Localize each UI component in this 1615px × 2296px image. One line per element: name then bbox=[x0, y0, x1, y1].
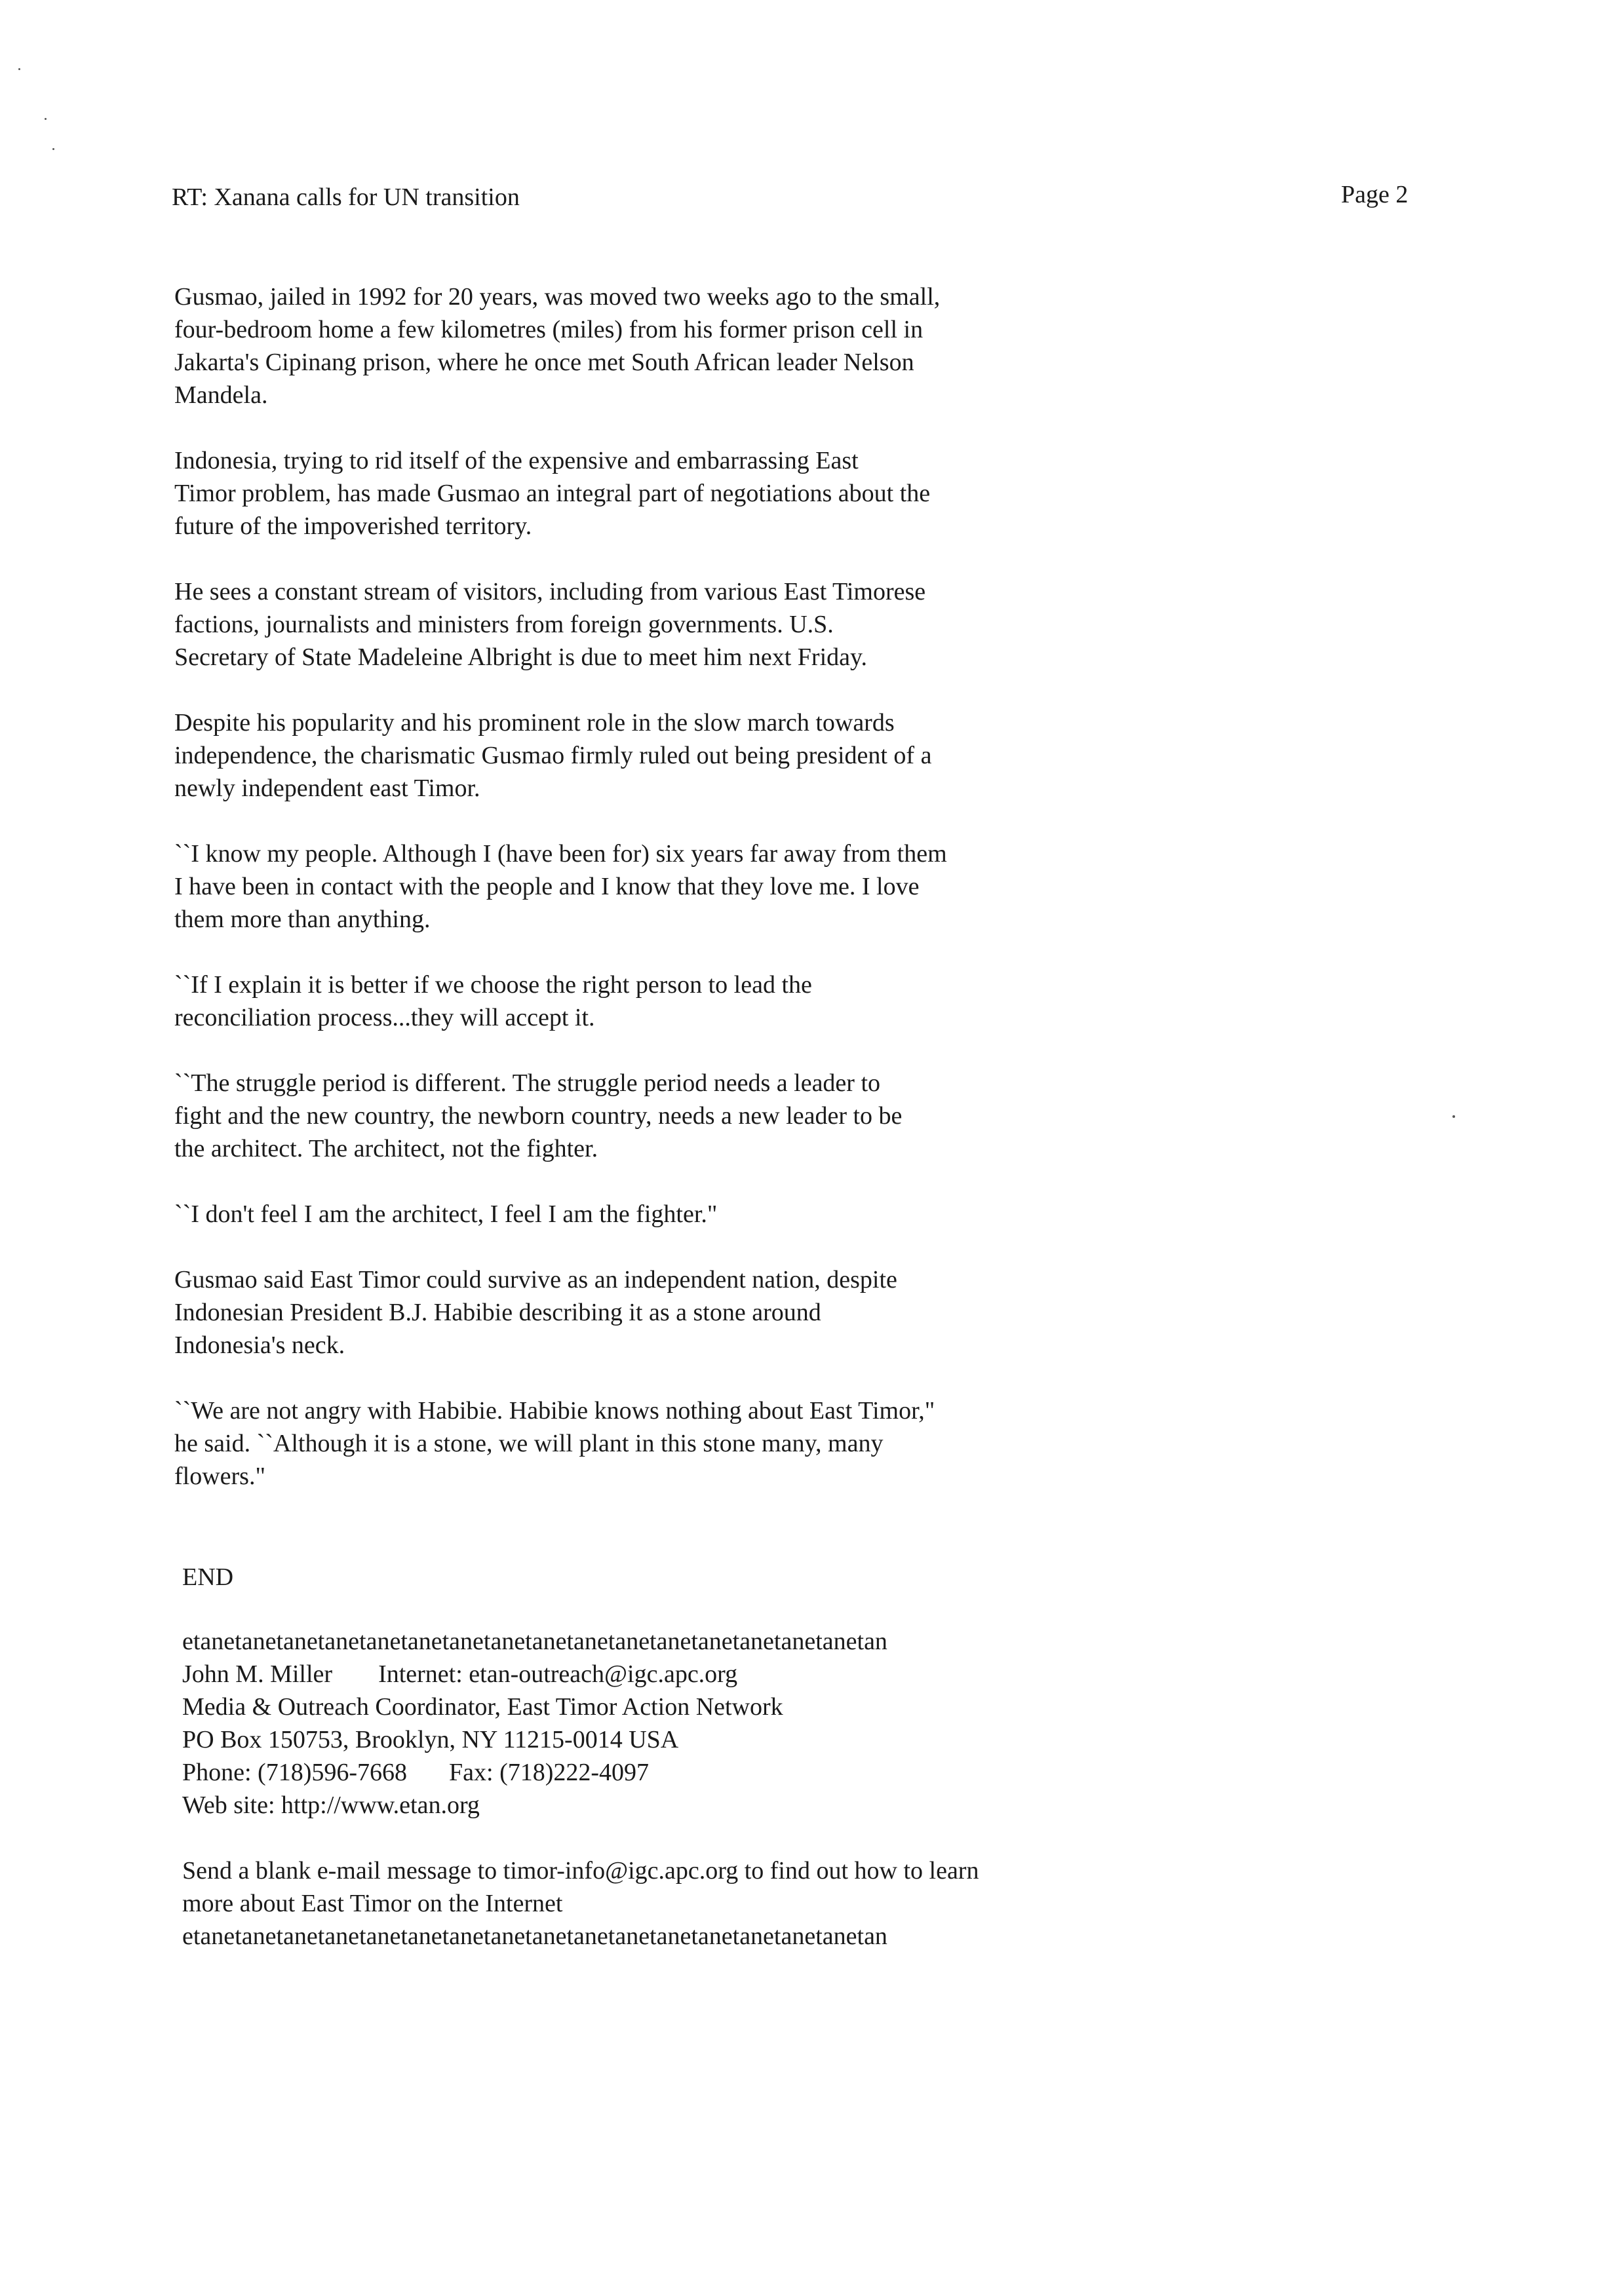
contact-role: Media & Outreach Coordinator, East Timor Action Network bbox=[182, 1693, 783, 1721]
contact-website: Web site: http://www.etan.org bbox=[182, 1791, 480, 1819]
separator-line: etanetanetanetanetanetanetanetanetanetanetanetanetanetanetanetanetan bbox=[182, 1628, 887, 1655]
paragraph-8 bbox=[174, 1198, 1092, 1231]
text-line: ``I don't feel I am the architect, I feel I am the fighter." bbox=[174, 1200, 718, 1228]
paragraph-2 bbox=[174, 444, 1092, 543]
contact-fax: Fax: (718)222-4097 bbox=[449, 1759, 650, 1786]
text-line: Indonesia, trying to rid itself of the expensive and embarrassing East bbox=[174, 447, 859, 474]
paragraph-1 bbox=[174, 280, 1092, 411]
signature-block bbox=[182, 1625, 1165, 1953]
text-line: Jakarta's Cipinang prison, where he once met South African leader Nelson bbox=[174, 349, 914, 376]
contact-phone-line bbox=[182, 1756, 1165, 1789]
paragraph-6 bbox=[174, 968, 1092, 1034]
contact-address: PO Box 150753, Brooklyn, NY 11215-0014 USA bbox=[182, 1726, 679, 1753]
text-line: he said. ``Although it is a stone, we will plant in this stone many, many bbox=[174, 1430, 884, 1457]
text-line: future of the impoverished territory. bbox=[174, 512, 532, 540]
paragraph-7 bbox=[174, 1067, 1092, 1165]
article-body bbox=[174, 280, 1092, 1525]
separator-line: etanetanetanetanetanetanetanetanetanetanetanetanetanetanetanetanetan bbox=[182, 1923, 887, 1950]
paragraph-4 bbox=[174, 706, 1092, 805]
text-line: ``We are not angry with Habibie. Habibie knows nothing about East Timor," bbox=[174, 1397, 935, 1425]
text-line: ``The struggle period is different. The struggle period needs a leader to bbox=[174, 1069, 881, 1097]
text-line: He sees a constant stream of visitors, including from various East Timorese bbox=[174, 578, 926, 605]
text-line: ``I know my people. Although I (have been for) six years far away from them bbox=[174, 840, 947, 868]
text-line: fight and the new country, the newborn country, needs a new leader to be bbox=[174, 1102, 903, 1130]
text-line: reconciliation process...they will accept it. bbox=[174, 1004, 595, 1031]
paragraph-9 bbox=[174, 1263, 1092, 1362]
text-line: newly independent east Timor. bbox=[174, 775, 480, 802]
text-line: Secretary of State Madeleine Albright is due to meet him next Friday. bbox=[174, 643, 868, 671]
scan-speck bbox=[1452, 1115, 1455, 1118]
text-line: Indonesian President B.J. Habibie describing it as a stone around bbox=[174, 1299, 821, 1326]
footer-text-line: Send a blank e-mail message to timor-info@igc.apc.org to find out how to learn bbox=[182, 1857, 979, 1885]
text-line: flowers." bbox=[174, 1463, 265, 1490]
paragraph-3 bbox=[174, 575, 1092, 674]
text-line: Timor problem, has made Gusmao an integral part of negotiations about the bbox=[174, 480, 931, 507]
text-line: independence, the charismatic Gusmao firmly ruled out being president of a bbox=[174, 742, 932, 769]
text-line: the architect. The architect, not the fighter. bbox=[174, 1135, 598, 1162]
text-line: Mandela. bbox=[174, 381, 268, 409]
contact-phone: Phone: (718)596-7668 bbox=[182, 1759, 408, 1786]
page-number: Page 2 bbox=[1341, 181, 1409, 208]
footer-text-line: more about East Timor on the Internet bbox=[182, 1890, 563, 1917]
text-line: four-bedroom home a few kilometres (miles) from his former prison cell in bbox=[174, 316, 924, 343]
text-line: Gusmao said East Timor could survive as an independent nation, despite bbox=[174, 1266, 897, 1293]
footer-block bbox=[182, 1854, 1165, 1953]
running-header-title: RT: Xanana calls for UN transition bbox=[172, 183, 520, 211]
scan-speck bbox=[52, 148, 54, 150]
contact-email: Internet: etan-outreach@igc.apc.org bbox=[378, 1660, 738, 1688]
text-line: factions, journalists and ministers from foreign governments. U.S. bbox=[174, 611, 834, 638]
end-marker: END bbox=[182, 1563, 234, 1591]
text-line: them more than anything. bbox=[174, 906, 431, 933]
paragraph-5 bbox=[174, 837, 1092, 936]
text-line: Gusmao, jailed in 1992 for 20 years, was moved two weeks ago to the small, bbox=[174, 283, 941, 311]
paragraph-10 bbox=[174, 1394, 1092, 1493]
text-line: Indonesia's neck. bbox=[174, 1331, 345, 1359]
contact-name: John M. Miller bbox=[182, 1660, 333, 1688]
scan-speck bbox=[18, 68, 20, 70]
text-line: ``If I explain it is better if we choose the right person to lead the bbox=[174, 971, 812, 999]
contact-name-line bbox=[182, 1658, 1165, 1691]
text-line: Despite his popularity and his prominent role in the slow march towards bbox=[174, 709, 895, 737]
scan-speck bbox=[45, 118, 47, 120]
text-line: I have been in contact with the people and I know that they love me. I love bbox=[174, 873, 920, 900]
